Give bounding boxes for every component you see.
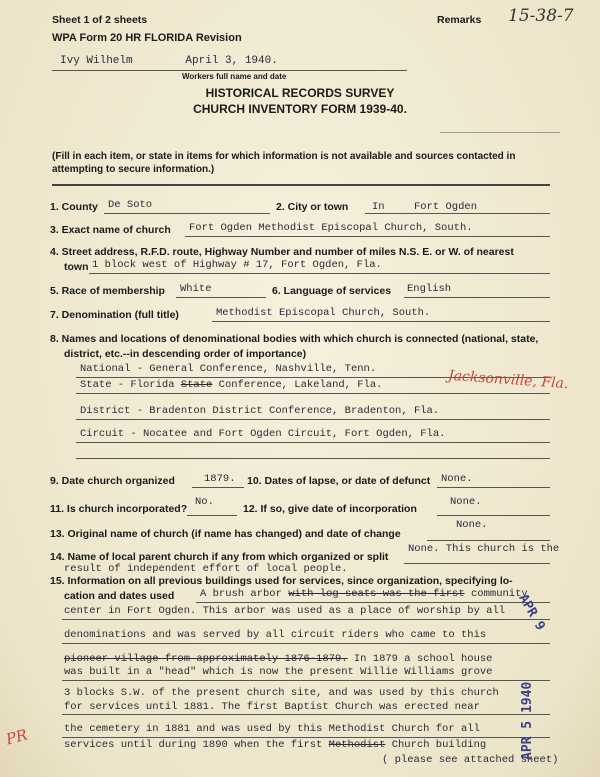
bodies-national: National - General Conference, Nashville, Tenn. [80, 363, 377, 375]
race-line [176, 297, 266, 298]
language-label: 6. Language of services [272, 285, 392, 297]
buildings-l1-a: A brush arbor [200, 588, 282, 600]
buildings-line-4 [64, 653, 492, 665]
section-rule [52, 184, 550, 186]
denomination-label: 7. Denomination (full title) [50, 309, 179, 321]
bodies-district: District - Bradenton District Conference, Bradenton, Fla. [80, 405, 440, 417]
parent-church-line [404, 563, 550, 564]
race-value: White [180, 283, 212, 295]
buildings-l9-a: services until during 1890 when the first [64, 739, 323, 751]
buildings-line-5: was built in a "head" which is now the present Willie Williams grove [64, 666, 493, 678]
form-title: CHURCH INVENTORY FORM 1939-40. [193, 102, 407, 116]
continued-note: ( please see attached sheet) [382, 754, 559, 766]
buildings-label-2: cation and dates used [64, 590, 175, 602]
defunct-value: None. [441, 473, 473, 485]
defunct-line [437, 487, 550, 488]
language-value: English [407, 283, 452, 295]
buildings-l9-b: Church building [391, 739, 487, 751]
received-stamp: APR 9 [515, 591, 548, 634]
original-name-value: None. [456, 519, 488, 531]
remarks-label: Remarks [437, 14, 482, 26]
worker-caption: Workers full name and date [182, 72, 287, 81]
bodies-state-struck: State [180, 379, 213, 391]
race-label: 5. Race of membership [50, 285, 165, 297]
survey-title: HISTORICAL RECORDS SURVEY [205, 86, 395, 100]
buildings-label-1: 15. Information on all previous buildings used for services, since organization, specifying lo- [50, 575, 513, 587]
denomination-line [212, 321, 550, 322]
remarks-line [440, 132, 560, 133]
incorporated-line [187, 515, 237, 516]
city-label: 2. City or town [276, 201, 349, 213]
organized-line [192, 487, 244, 488]
incorp-date-value: None. [450, 496, 482, 508]
worker-name-date: Ivy Wilhelm April 3, 1940. [60, 55, 278, 67]
buildings-l9-struck: Methodist [328, 739, 386, 751]
city-value: Fort Ogden [414, 201, 478, 213]
parent-church-label: 14. Name of local parent church if any from which organized or split [50, 551, 389, 563]
buildings-rule-3 [62, 643, 550, 644]
address-value: 1 block west of Highway # 17, Fort Ogden, Fla. [92, 259, 382, 271]
buildings-l4-b: In 1879 a school house [353, 653, 493, 665]
buildings-line-2: center in Fort Ogden. This arbor was used as a place of worship by all [64, 605, 506, 617]
buildings-line-1 [200, 588, 528, 600]
buildings-l1-c: community [470, 588, 528, 600]
buildings-rule-5 [62, 714, 550, 715]
defunct-label: 10. Dates of lapse, or date of defunct [247, 475, 431, 487]
organized-label: 9. Date church organized [50, 475, 175, 487]
form-id: WPA Form 20 HR FLORIDA Revision [52, 32, 242, 44]
bodies-circuit: Circuit - Nocatee and Fort Ogden Circuit, Fort Ogden, Fla. [80, 428, 446, 440]
county-line [104, 213, 270, 214]
handwritten-initials: PR [4, 725, 30, 749]
organized-value: 1879. [204, 473, 236, 485]
bodies-line-3 [76, 419, 550, 420]
parent-church-value-2: result of independent effort of local people. [64, 563, 348, 575]
bodies-line-5 [76, 458, 550, 459]
address-town-label: town [64, 261, 89, 273]
buildings-rule-1 [196, 602, 550, 603]
original-name-line [427, 540, 550, 541]
bodies-state-a: State - Florida [80, 379, 175, 391]
buildings-rule-4 [62, 680, 550, 681]
church-name-value: Fort Ogden Methodist Episcopal Church, South. [189, 222, 473, 234]
church-name-label: 3. Exact name of church [50, 224, 171, 236]
incorp-date-label: 12. If so, give date of incorporation [243, 503, 417, 515]
address-line [89, 273, 550, 274]
bodies-line-4 [76, 442, 550, 443]
buildings-l4-struck: pioneer village from approximately 1876-1879. [64, 653, 348, 665]
handwritten-number: 15-38-7 [508, 6, 574, 26]
church-name-line [185, 236, 550, 237]
bodies-line-2 [76, 393, 550, 394]
incorporated-value: No. [195, 496, 214, 508]
original-name-label: 13. Original name of church (if name has changed) and date of change [50, 528, 401, 540]
sheet-count: Sheet 1 of 2 sheets [52, 14, 148, 26]
parent-church-value: None. This church is the [408, 543, 560, 555]
bodies-label-1: 8. Names and locations of denominational bodies with which church is connected (national, state, [50, 333, 539, 345]
bodies-label-2: district, etc.--in descending order of importance) [64, 348, 307, 360]
city-in: In [372, 201, 385, 213]
bodies-state-b: Conference, Lakeland, Fla. [218, 379, 383, 391]
instructions-2: attempting to secure information.) [52, 164, 215, 175]
bodies-state [80, 379, 382, 391]
buildings-l1-struck: with log seats was the first [288, 588, 465, 600]
incorporated-label: 11. Is church incorporated? [50, 503, 188, 515]
buildings-rule-2 [62, 619, 550, 620]
worker-underline [52, 70, 407, 71]
buildings-line-6: 3 blocks S.W. of the present church site, and was used by this church [64, 687, 499, 699]
buildings-line-9 [64, 739, 486, 751]
address-label: 4. Street address, R.F.D. route, Highway Number and number of miles N.S. E. or W. of nearest [50, 246, 514, 258]
buildings-rule-6 [62, 737, 550, 738]
city-line [365, 213, 550, 214]
instructions-1: (Fill in each item, or state in items for which information is not available and sources contacted in [52, 151, 516, 162]
incorp-date-line [437, 515, 550, 516]
date-stamp: APR 5 1940 [520, 681, 535, 760]
county-value: De Soto [108, 199, 153, 211]
handwritten-correction: Jacksonville, Fla. [447, 367, 569, 393]
denomination-value: Methodist Episcopal Church, South. [216, 307, 431, 319]
buildings-line-7: for services until 1881. The first Baptist Church was erected near [64, 701, 480, 713]
county-label: 1. County [50, 201, 98, 213]
buildings-line-3: denominations and was served by all circuit riders who came to this [64, 629, 487, 641]
language-line [404, 297, 550, 298]
buildings-line-8: the cemetery in 1881 and was used by this Methodist Church for all [64, 723, 480, 735]
